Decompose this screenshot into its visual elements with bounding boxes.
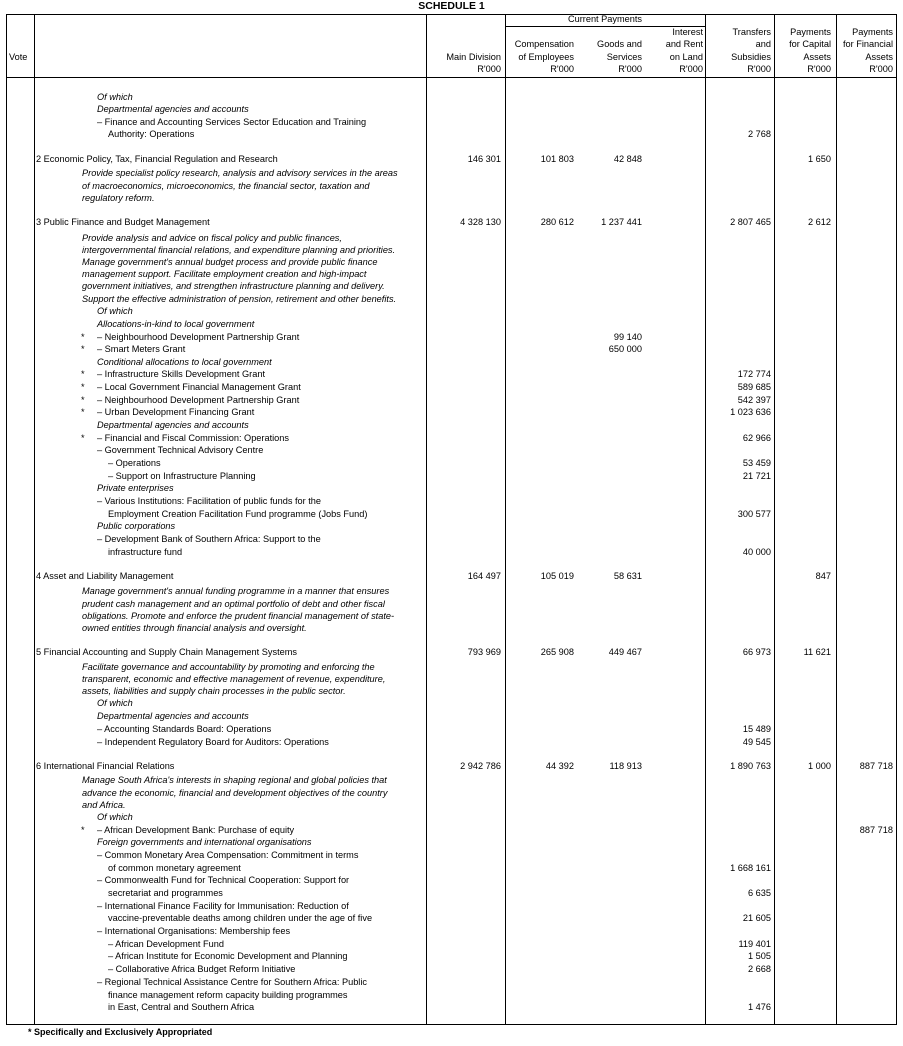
row-label: 6 International Financial Relations: [36, 761, 175, 771]
row-label: Conditional allocations to local government: [97, 357, 272, 367]
column-header-line: Payments: [790, 26, 831, 37]
appropriation-star: *: [81, 407, 85, 417]
amount-cell: 146 301: [467, 154, 501, 164]
amount-cell: 1 000: [808, 761, 831, 771]
column-header-line: and Rent: [665, 39, 703, 49]
row-label: of common monetary agreement: [108, 863, 241, 873]
row-label: finance management reform capacity building programmes: [108, 990, 348, 1000]
amount-cell: 542 397: [737, 395, 771, 405]
column-header-line: and: [755, 39, 771, 49]
row-label: 5 Financial Accounting and Supply Chain Management Systems: [36, 647, 297, 657]
amount-cell: 847: [815, 571, 831, 581]
row-label: Of which: [97, 92, 133, 102]
column-header-line: Assets: [865, 51, 893, 62]
row-label: – Support on Infrastructure Planning: [108, 471, 256, 481]
row-label: – Collaborative Africa Budget Reform Initiative: [108, 964, 296, 974]
appropriation-star: *: [81, 395, 85, 405]
column-divider: [505, 14, 506, 1025]
row-label: intergovernmental financial relations, and expenditure planning and priorities.: [82, 245, 396, 255]
row-label: Of which: [97, 698, 133, 708]
amount-cell: 2 612: [808, 217, 831, 227]
amount-cell: 265 908: [540, 647, 574, 657]
row-label: – International Finance Facility for Immunisation: Reduction of: [97, 901, 349, 911]
column-unit: R'000: [869, 64, 893, 74]
amount-cell: 62 966: [742, 433, 771, 443]
column-unit: R'000: [618, 64, 642, 74]
column-header-line: Main Division: [446, 51, 501, 62]
column-header-line: Interest: [672, 26, 703, 37]
row-label: Of which: [97, 306, 133, 316]
amount-cell: 40 000: [742, 547, 771, 557]
amount-cell: 1 505: [748, 951, 771, 961]
row-label: Departmental agencies and accounts: [97, 104, 249, 114]
amount-cell: 172 774: [737, 369, 771, 379]
appropriation-star: *: [81, 825, 85, 835]
column-unit: R'000: [807, 64, 831, 74]
appropriation-star: *: [81, 369, 85, 379]
column-header-line: Transfers: [732, 26, 771, 37]
row-label: – Infrastructure Skills Development Grant: [97, 369, 265, 379]
row-label: 3 Public Finance and Budget Management: [36, 217, 210, 227]
amount-cell: 2 668: [748, 964, 771, 974]
amount-cell: 21 721: [742, 471, 771, 481]
row-label: – Neighbourhood Development Partnership Grant: [97, 332, 300, 342]
amount-cell: 1 650: [808, 154, 831, 164]
amount-cell: 99 140: [613, 332, 642, 342]
row-label: Allocations-in-kind to local government: [97, 319, 255, 329]
amount-cell: 650 000: [608, 344, 642, 354]
row-label: Provide analysis and advice on fiscal policy and public finances,: [82, 233, 342, 243]
column-header-line: of Employees: [518, 51, 574, 62]
row-label: – Government Technical Advisory Centre: [97, 445, 264, 455]
row-label: and Africa.: [82, 800, 126, 810]
amount-cell: 164 497: [467, 571, 501, 581]
amount-cell: 101 803: [540, 154, 574, 164]
amount-cell: 66 973: [742, 647, 771, 657]
row-label: of macroeconomics, microeconomics, the financial sector, taxation and: [82, 181, 370, 191]
row-label: obligations. Promote and enforce the prudent financial management of state-: [82, 611, 395, 621]
amount-cell: 4 328 130: [460, 217, 501, 227]
appropriation-star: *: [81, 433, 85, 443]
amount-cell: 1 668 161: [730, 863, 771, 873]
amount-cell: 15 489: [742, 724, 771, 734]
column-divider: [34, 14, 35, 1025]
column-divider: [426, 14, 427, 1025]
row-label: assets, liabilities and supply chain processes in the public sector.: [82, 686, 346, 696]
amount-cell: 1 890 763: [730, 761, 771, 771]
row-label: – Urban Development Financing Grant: [97, 407, 255, 417]
column-header-line: on Land: [669, 51, 703, 62]
row-label: – Local Government Financial Management Grant: [97, 382, 301, 392]
amount-cell: 449 467: [608, 647, 642, 657]
amount-cell: 42 848: [613, 154, 642, 164]
row-label: – Finance and Accounting Services Sector Education and Training: [97, 117, 367, 127]
amount-cell: 119 401: [738, 939, 771, 949]
vote-header: Vote: [9, 52, 28, 62]
row-label: – Financial and Fiscal Commission: Operations: [97, 433, 289, 443]
row-label: – International Organisations: Membership fees: [97, 926, 291, 936]
row-label: Employment Creation Facilitation Fund programme (Jobs Fund): [108, 509, 368, 519]
appropriation-star: *: [81, 332, 85, 342]
amount-cell: 49 545: [742, 737, 771, 747]
row-label: prudent cash management and an optimal portfolio of debt and other fiscal: [82, 599, 385, 609]
row-label: vaccine-preventable deaths among children under the age of five: [108, 913, 373, 923]
column-unit: R'000: [477, 64, 501, 74]
row-label: Public corporations: [97, 521, 176, 531]
row-label: Departmental agencies and accounts: [97, 711, 249, 721]
column-unit: R'000: [747, 64, 771, 74]
amount-cell: 2 807 465: [730, 217, 771, 227]
row-label: Manage government's annual budget process and provide public finance: [82, 257, 378, 267]
row-label: 2 Economic Policy, Tax, Financial Regulation and Research: [36, 154, 278, 164]
row-label: – Regional Technical Assistance Centre for Southern Africa: Public: [97, 977, 367, 987]
row-label: – African Development Fund: [108, 939, 224, 949]
header-rule: [6, 77, 897, 78]
amount-cell: 1 476: [748, 1002, 771, 1012]
current-payments-header: Current Payments: [567, 14, 643, 24]
row-label: – Independent Regulatory Board for Auditors: Operations: [97, 737, 329, 747]
row-label: in East, Central and Southern Africa: [108, 1002, 255, 1012]
footnote: * Specifically and Exclusively Appropriated: [28, 1027, 213, 1037]
amount-cell: 280 612: [540, 217, 574, 227]
row-label: advance the economic, financial and development objectives of the country: [82, 788, 388, 798]
column-header-line: for Capital: [789, 39, 831, 49]
row-label: – Neighbourhood Development Partnership Grant: [97, 395, 300, 405]
amount-cell: 21 605: [742, 913, 771, 923]
amount-cell: 118 913: [609, 761, 642, 771]
amount-cell: 11 621: [803, 647, 831, 657]
row-label: Foreign governments and international organisations: [97, 837, 312, 847]
column-unit: R'000: [550, 64, 574, 74]
row-label: Facilitate governance and accountability by promoting and enforcing the: [82, 662, 375, 672]
row-label: – African Institute for Economic Development and Planning: [108, 951, 348, 961]
column-header-line: Subsidies: [731, 51, 771, 62]
row-label: Of which: [97, 812, 133, 822]
column-header-line: Services: [606, 51, 642, 62]
amount-cell: 887 718: [859, 761, 893, 771]
amount-cell: 6 635: [748, 888, 771, 898]
appropriation-star: *: [81, 344, 85, 354]
row-label: Manage South Africa's interests in shaping regional and global policies that: [82, 775, 387, 785]
column-header-line: for Financial: [842, 39, 893, 49]
row-label: owned entities through financial analysis and oversight.: [82, 623, 307, 633]
row-label: secretariat and programmes: [108, 888, 223, 898]
row-label: Private enterprises: [97, 483, 174, 493]
schedule-title: SCHEDULE 1: [418, 0, 485, 12]
row-label: infrastructure fund: [108, 547, 183, 557]
amount-cell: 1 237 441: [601, 217, 642, 227]
amount-cell: 53 459: [742, 458, 771, 468]
column-header-line: Goods and: [597, 39, 642, 49]
amount-cell: 793 969: [467, 647, 501, 657]
column-divider: [836, 14, 837, 1025]
column-divider: [774, 14, 775, 1025]
row-label: government initiatives, and strengthen infrastructure planning and delivery.: [82, 281, 385, 291]
row-label: – Commonwealth Fund for Technical Cooperation: Support for: [97, 875, 350, 885]
row-label: management support. Facilitate employment creation and high-impact: [82, 269, 367, 279]
row-label: Departmental agencies and accounts: [97, 420, 249, 430]
row-label: – Smart Meters Grant: [97, 344, 186, 354]
row-label: – Accounting Standards Board: Operations: [97, 724, 272, 734]
amount-cell: 887 718: [859, 825, 893, 835]
row-label: Authority: Operations: [108, 129, 195, 139]
amount-cell: 2 768: [748, 129, 771, 139]
amount-cell: 44 392: [545, 761, 574, 771]
amount-cell: 58 631: [613, 571, 642, 581]
row-label: Provide specialist policy research, analysis and advisory services in the areas: [82, 168, 398, 178]
amount-cell: 300 577: [737, 509, 771, 519]
row-label: transparent, economic and effective management of revenue, expenditure,: [82, 674, 386, 684]
row-label: Support the effective administration of pension, retirement and other benefits.: [82, 294, 397, 304]
amount-cell: 2 942 786: [460, 761, 501, 771]
row-label: – Common Monetary Area Compensation: Commitment in terms: [97, 850, 359, 860]
amount-cell: 589 685: [737, 382, 771, 392]
row-label: – Development Bank of Southern Africa: Support to the: [97, 534, 321, 544]
appropriation-star: *: [81, 382, 85, 392]
column-header-line: Assets: [803, 51, 831, 62]
row-label: Manage government's annual funding programme in a manner that ensures: [82, 586, 390, 596]
row-label: 4 Asset and Liability Management: [36, 571, 174, 581]
row-label: – Operations: [108, 458, 161, 468]
column-header-line: Payments: [852, 26, 893, 37]
amount-cell: 1 023 636: [730, 407, 771, 417]
row-label: – African Development Bank: Purchase of equity: [97, 825, 295, 835]
column-header-line: Compensation: [514, 39, 574, 49]
column-unit: R'000: [679, 64, 703, 74]
row-label: regulatory reform.: [82, 193, 155, 203]
row-label: – Various Institutions: Facilitation of public funds for the: [97, 496, 322, 506]
amount-cell: 105 019: [540, 571, 574, 581]
